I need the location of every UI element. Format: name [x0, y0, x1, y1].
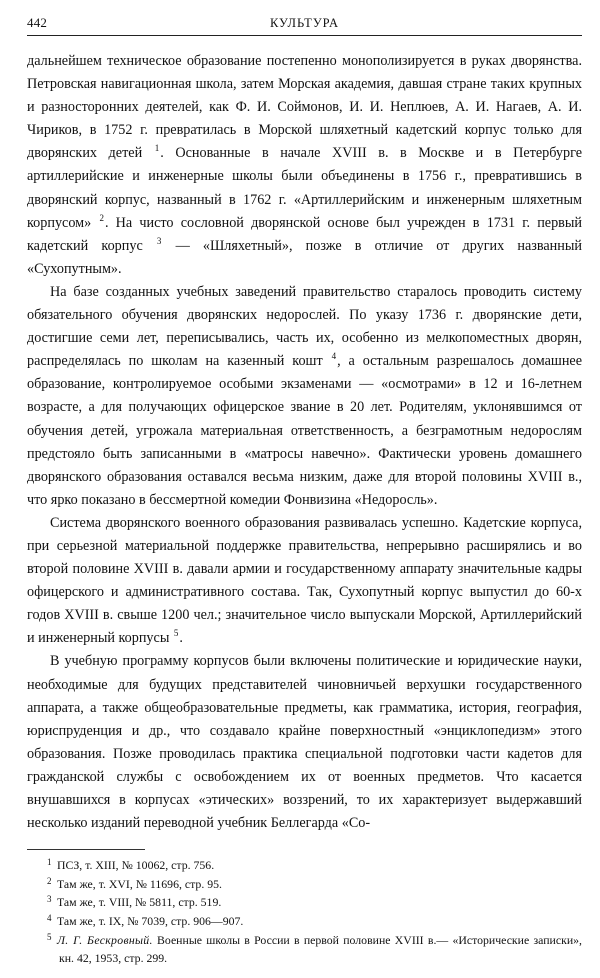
paragraph-4 — [27, 650, 582, 835]
footnote-text: ПСЗ, т. XIII, № 10062, стр. 756. — [57, 858, 215, 873]
paragraph-3-text-a: Система дворянского военного образования развивалась успешно. Кадетские корпуса, при серьезной материальной поддержке правительства, непрерывно расширялись и во второй половине XVIII в. давали армии и государственному аппарату значительные кадры офицерского и административного состава. Так, Сухопутный корпус выпустил до 60-х годов XVIII в. свыше 1200 чел.; значительное число выпускали Морской, Артиллерийский и инженерный корпусы — [27, 514, 582, 647]
footnote-5: 5 Л. Г. Бескровный. Военные школы в России в первой половине XVIII в.— «Исторические записки», кн. 42, 1953, стр. 299. — [47, 931, 582, 966]
paragraph-1-text-c: . На чисто сословной дворянской основе был учрежден в 1731 г. первый кадетский корпус — [27, 214, 583, 254]
running-title: КУЛЬТУРА — [269, 16, 340, 30]
footnote-ref-1: 1 — [154, 143, 160, 154]
footnote-ref-4: 4 — [331, 351, 337, 362]
footnote-ref-3: 3 — [156, 235, 162, 246]
body-text — [27, 50, 582, 835]
footnote-ref-2: 2 — [99, 212, 104, 223]
paragraph-4-text: В учебную программу корпусов были включены политические и юридические науки, необходимые для будущих представителей чиновничьей верхушки государственного аппарата, а также общеобразовательные предметы, как грамматика, история, география, юриспруденция и др., что создавало крайне поверхностный «энциклопедизм» этого образования. Позже проводилась практика специальной подготовки части кадетов для гражданской службы с освобождением их от военных предметов. Что касается внушавшихся в корпусах «этических» воззрений, то их характеризует выдержавший несколько изданий переводной учебник Беллегарда «Со- — [27, 653, 582, 832]
footnote-1: 1 ПСЗ, т. XIII, № 10062, стр. 756. — [47, 857, 215, 873]
header-rule — [27, 35, 582, 36]
page-number: 442 — [27, 15, 48, 30]
paragraph-3-text-b: . — [179, 630, 183, 647]
footnote-author: Л. Г. Бескровный. — [57, 932, 153, 947]
paragraph-1-text-a: дальнейшем техническое образование постепенно монополизируется в руках дворянства. Петровская навигационная школа, затем Морская академия, давшая стране таких крупных и разносторонних деятелей, как Ф. И. Соймонов, И. И. Неплюев, А. И. Нагаев, А. И. Чириков, в 1752 г. превратилась в Морской шляхетный кадетский корпус только для дворянских детей — [27, 53, 582, 162]
footnote-2: 2 Там же, т. XVI, № 11696, стр. 95. — [47, 875, 222, 891]
footnote-3: 3 Там же, т. VIII, № 5811, стр. 519. — [47, 894, 222, 910]
page-header — [27, 12, 582, 34]
book-page — [27, 12, 582, 967]
footnote-text: Военные школы в России в первой половине XVIII в.— «Исторические записки», кн. 42, 1953, стр. 299. — [59, 932, 582, 966]
paragraph-2 — [27, 281, 582, 512]
paragraph-1 — [27, 50, 582, 281]
footnotes — [27, 856, 582, 968]
footnote-text: Там же, т. VIII, № 5811, стр. 519. — [57, 895, 222, 910]
paragraph-1-text-d: — «Шляхетный», позже в отличие от других названный «Сухопутным». — [27, 237, 582, 277]
footnotes-rule — [27, 849, 145, 850]
paragraph-2-text-a: На базе созданных учебных заведений правительство старалось проводить систему обязательного обучения дворянских недорослей. По указу 1736 г. дворянские дети, достигшие семи лет, переписывались, часть их, особенно из мелкопоместных дворян, распределялась по школам на казенный кошт — [27, 283, 582, 370]
footnote-ref-5: 5 — [173, 628, 179, 639]
footnote-4: 4 Там же, т. IX, № 7039, стр. 906—907. — [47, 912, 244, 928]
paragraph-3 — [27, 512, 582, 651]
paragraph-1-text-b: . Основанные в начале XVIII в. в Москве и в Петербурге артиллерийские и инженерные школы были объединены в 1756 г., превратившись в дворянский корпус, названный в 1762 г. «Артиллерийским и инженерным шляхетным корпусом» — [27, 145, 583, 231]
paragraph-2-text-b: , а остальным разрешалось домашнее образование, контролируемое особыми экзаменами — «осмотрами» в 12 и 16-летнем возрасте, а для получающих офицерское звание в 20 лет. Родителям, уклонявшимся от обучения детей, угрожала материальная ответственность, а безграмотным недорослям предстояло быть записанными в «матросы навечно». Фактически уровень домашнего дворянского образования оставался весьма низким, даже для второй половины XVIII в., что ярко показано в бессмертной комедии Фонвизина «Недоросль». — [27, 353, 583, 508]
footnote-text: Там же, т. XVI, № 11696, стр. 95. — [57, 876, 222, 891]
footnote-text: Там же, т. IX, № 7039, стр. 906—907. — [57, 913, 244, 928]
